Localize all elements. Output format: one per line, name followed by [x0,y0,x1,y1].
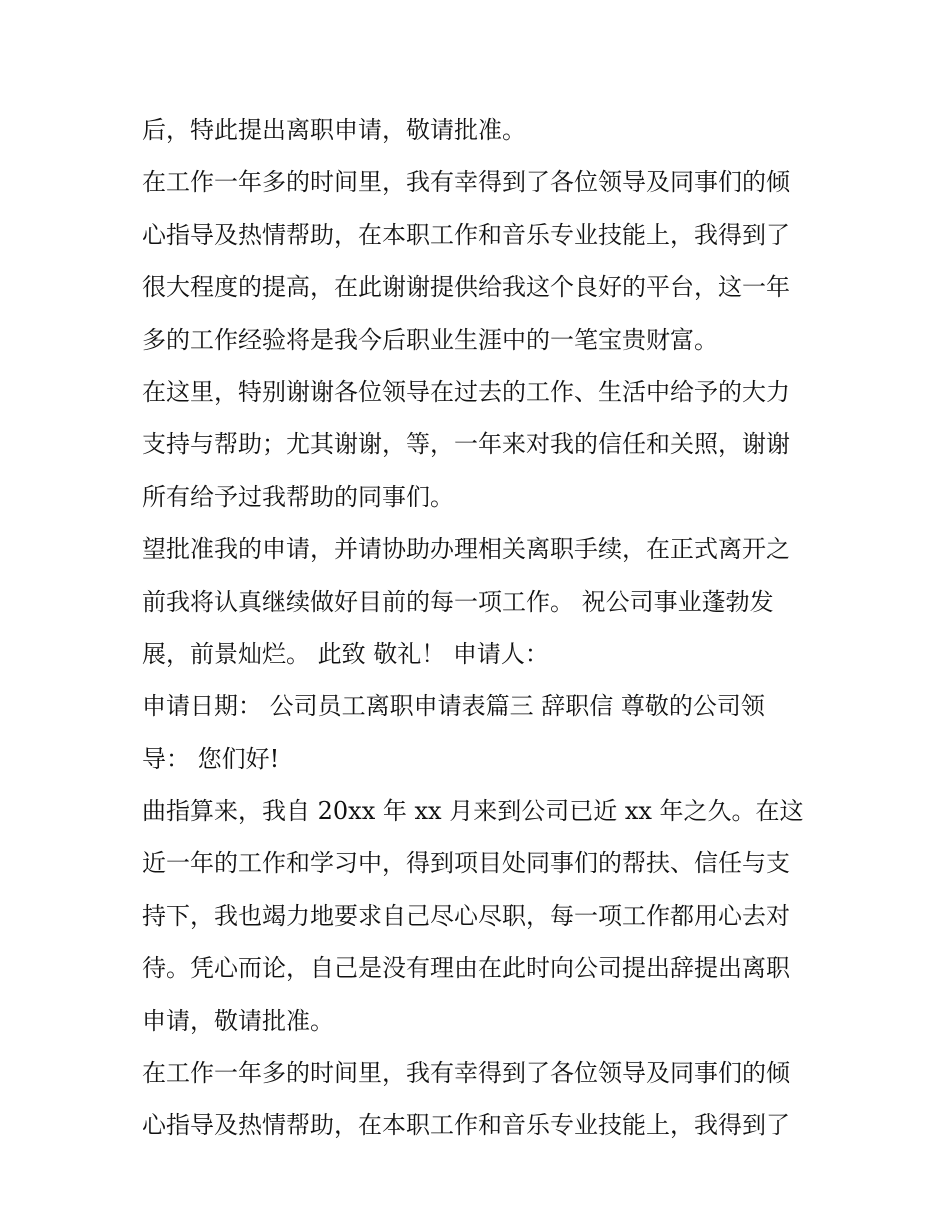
text-line: 曲指算来，我自 20xx 年 xx 月来到公司已近 xx 年之久。在这 [142,797,804,826]
text-line: 支持与帮助；尤其谢谢，等，一年来对我的信任和关照，谢谢 [142,430,790,459]
text-line: 心指导及热情帮助，在本职工作和音乐专业技能上，我得到了 [142,220,790,249]
text-line: 在工作一年多的时间里，我有幸得到了各位领导及同事们的倾 [142,1059,790,1088]
text-line: 所有给予过我帮助的同事们。 [142,482,454,511]
text-line: 前我将认真继续做好目前的每一项工作。 祝公司事业蓬勃发 [142,587,774,616]
text-line: 在工作一年多的时间里，我有幸得到了各位领导及同事们的倾 [142,168,790,197]
text-line: 申请，敬请批准。 [142,1006,334,1035]
text-line: 近一年的工作和学习中，得到项目处同事们的帮扶、信任与支 [142,849,790,878]
text-line: 展，前景灿烂。 此致 敬礼！ 申请人： [142,639,549,668]
text-line: 多的工作经验将是我今后职业生涯中的一笔宝贵财富。 [142,325,718,354]
text-line: 很大程度的提高，在此谢谢提供给我这个良好的平台，这一年 [142,273,790,302]
text-line: 导： 您们好! [142,744,280,773]
text-line: 在这里，特别谢谢各位领导在过去的工作、生活中给予的大力 [142,377,790,406]
text-line: 待。凭心而论，自己是没有理由在此时向公司提出辞提出离职 [142,954,790,983]
document-body [142,104,822,1152]
text-line: 后，特此提出离职申请，敬请批准。 [142,116,526,144]
text-line: 持下，我也竭力地要求自己尽心尽职，每一项工作都用心去对 [142,901,790,930]
text-line: 心指导及热情帮助，在本职工作和音乐专业技能上，我得到了 [142,1111,790,1140]
text-line: 望批准我的申请，并请协助办理相关离职手续，在正式离开之 [142,535,790,564]
text-line: 申请日期： 公司员工离职申请表篇三 辞职信 尊敬的公司领 [142,692,765,721]
